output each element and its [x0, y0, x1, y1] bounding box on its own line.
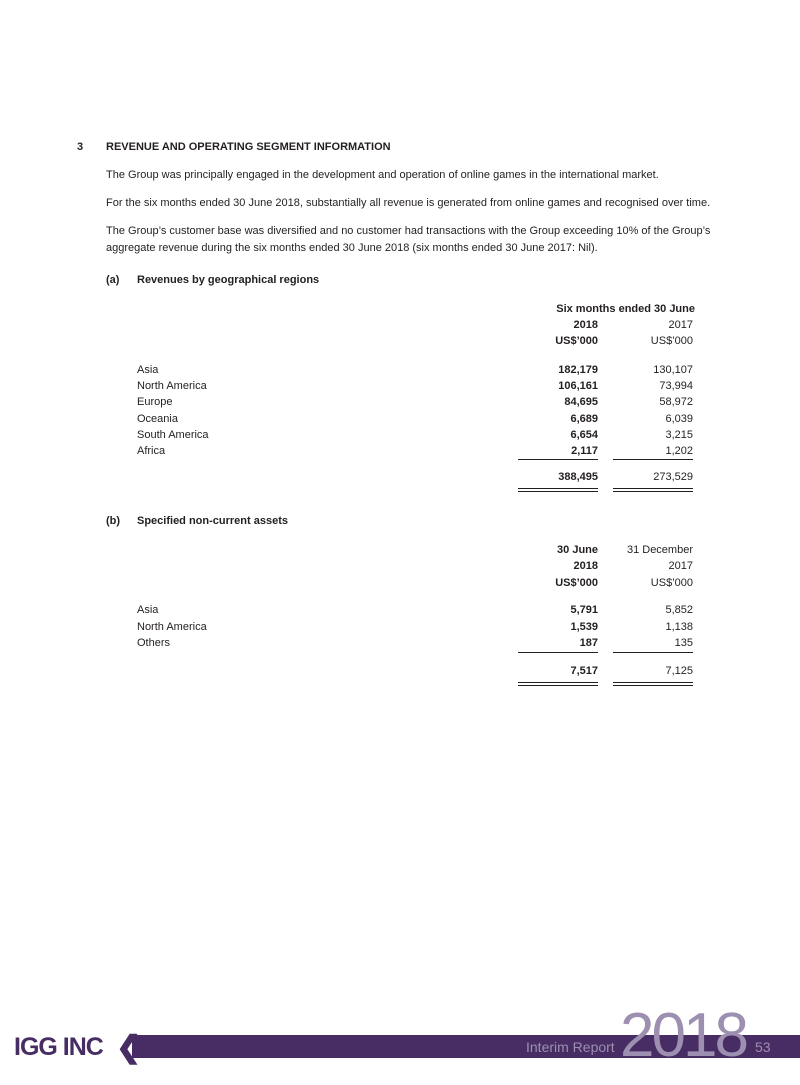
chevron-left-icon: ❮ [116, 1031, 142, 1064]
table-cell-current: 106,161 [558, 380, 598, 393]
section-number: 3 [77, 141, 84, 153]
table-row-label: Oceania [137, 412, 178, 425]
total-2018: 388,495 [558, 471, 598, 483]
subtotal-line [613, 459, 693, 460]
table-row-label: North America [137, 620, 207, 633]
table-row-label: Others [137, 637, 171, 649]
table-cell-prior: 73,994 [659, 380, 693, 393]
table-cell-prior: 5,852 [665, 604, 693, 616]
total-double-line [518, 682, 598, 686]
table-cell-current: 84,695 [564, 396, 598, 409]
total-2018: 7,517 [570, 665, 598, 677]
col1-date: 30 June [557, 544, 598, 556]
table-cell-current: 1,539 [570, 620, 598, 633]
table-cell-prior: 130,107 [653, 364, 693, 376]
col1-unit: US$’000 [555, 335, 598, 347]
table-row-label: Europe [137, 396, 173, 409]
subsection-label: (b) [106, 515, 121, 527]
subtotal-line [518, 459, 598, 460]
col1-year: 2018 [573, 319, 598, 331]
subtotal-line [518, 652, 598, 653]
total-double-line [613, 488, 693, 492]
paragraph: The Group’s customer base was diversified and no customer had transactions with the Group exceeding 10% of the Group’s [106, 225, 711, 237]
total-2017: 7,125 [665, 665, 693, 677]
paragraph: The Group was principally engaged in the development and operation of online games in the international market. [106, 169, 659, 181]
page-number: 53 [755, 1039, 771, 1055]
table-row-label: Asia [137, 604, 159, 616]
subsection-title: Specified non-current assets [137, 515, 288, 527]
section-title: REVENUE AND OPERATING SEGMENT INFORMATION [106, 141, 391, 153]
table-cell-prior: 135 [674, 637, 693, 649]
table-cell-current: 6,689 [570, 412, 598, 425]
company-logo: IGG INC [14, 1033, 103, 1061]
paragraph: For the six months ended 30 June 2018, substantially all revenue is generated from online games and recognised over time. [106, 197, 711, 209]
table-cell-current: 187 [579, 637, 598, 649]
table-cell-prior: 1,138 [665, 620, 693, 633]
table-cell-current: 182,179 [558, 364, 598, 376]
col2-year: 2017 [668, 319, 693, 331]
period-header: Six months ended 30 June [556, 303, 695, 315]
table-row-label: North America [137, 380, 207, 393]
report-year: 2018 [620, 1001, 746, 1070]
subtotal-line [613, 652, 693, 653]
table-cell-prior: 6,039 [665, 412, 693, 425]
table-row-label: South America [137, 428, 209, 441]
col1-unit: US$’000 [555, 577, 598, 589]
col2-year: 2017 [668, 560, 693, 572]
table-cell-current: 5,791 [570, 604, 598, 616]
table-cell-current: 2,117 [571, 445, 598, 457]
total-double-line [518, 488, 598, 492]
subsection-title: Revenues by geographical regions [137, 274, 320, 286]
col1-year: 2018 [573, 560, 598, 572]
col2-unit: US$’000 [650, 335, 693, 347]
subsection-label: (a) [106, 274, 120, 286]
table-row-label: Asia [137, 364, 159, 376]
paragraph: aggregate revenue during the six months ended 30 June 2018 (six months ended 30 June 2017: Nil). [106, 242, 598, 254]
total-double-line [613, 682, 693, 686]
table-cell-prior: 1,202 [665, 445, 693, 457]
table-row-label: Africa [137, 445, 166, 457]
col2-unit: US$’000 [650, 577, 693, 589]
table-cell-prior: 58,972 [659, 396, 693, 409]
report-name: Interim Report [526, 1039, 615, 1055]
col2-date: 31 December [626, 544, 693, 556]
total-2017: 273,529 [653, 471, 693, 483]
table-cell-prior: 3,215 [665, 428, 693, 441]
table-cell-current: 6,654 [570, 428, 598, 441]
